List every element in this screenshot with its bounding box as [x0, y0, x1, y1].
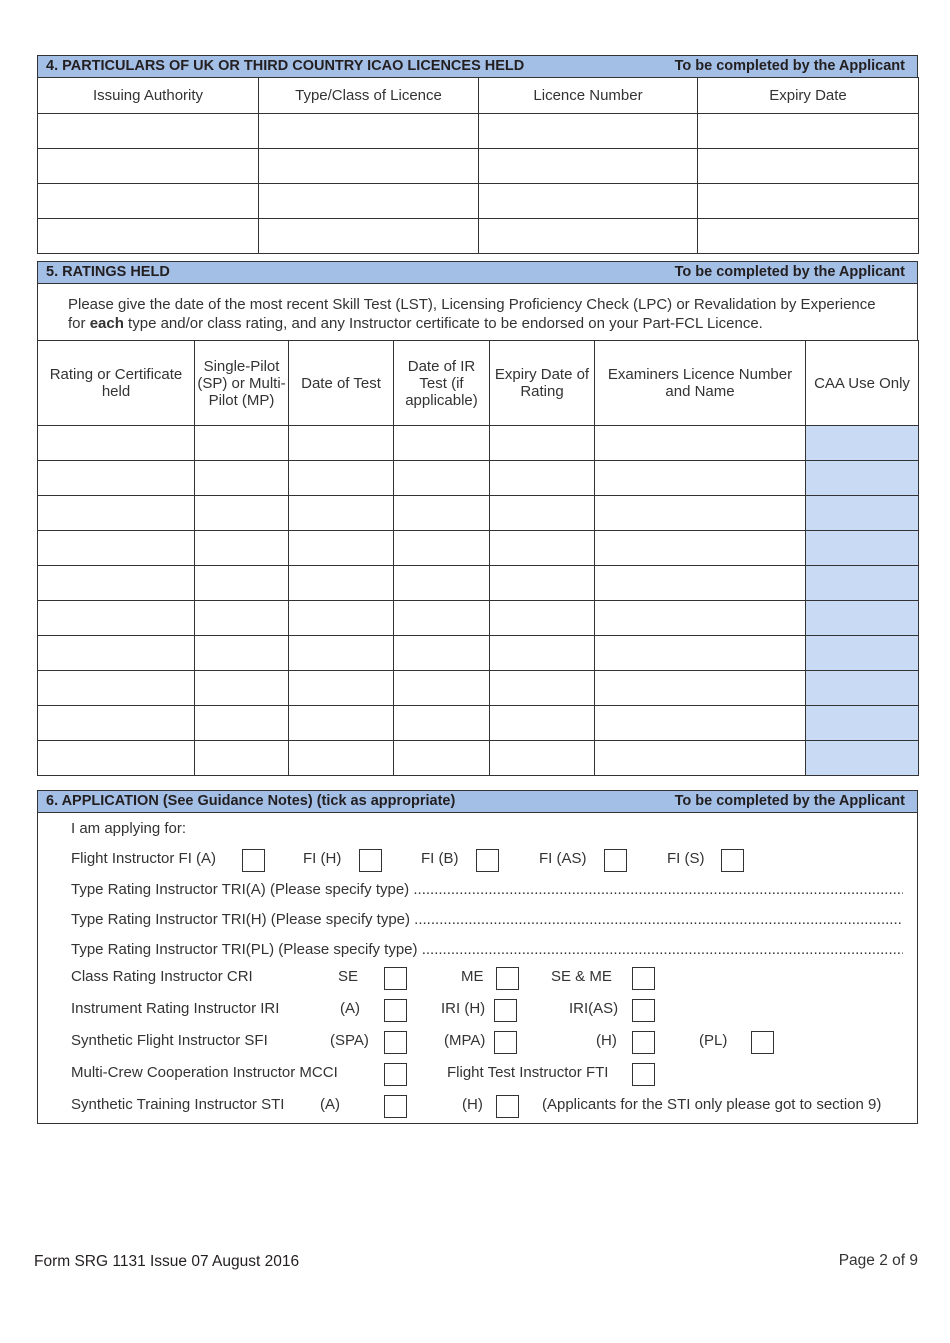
fi-h-label: FI (H) — [303, 850, 342, 867]
input-cell[interactable] — [38, 219, 259, 254]
sti-a-label: (A) — [320, 1096, 340, 1113]
table-row — [38, 114, 919, 149]
fi-b-checkbox[interactable] — [476, 849, 499, 872]
input-cell[interactable] — [289, 566, 394, 601]
sti-a-checkbox[interactable] — [384, 1095, 407, 1118]
sfi-label: Synthetic Flight Instructor SFI — [71, 1032, 268, 1049]
input-cell[interactable] — [195, 531, 289, 566]
table-row — [38, 219, 919, 254]
form-id: Form SRG 1131 Issue 07 August 2016 — [34, 1253, 300, 1270]
column-header: Examiners Licence Number and Name — [595, 341, 806, 426]
input-cell[interactable] — [38, 496, 195, 531]
input-cell[interactable] — [490, 531, 595, 566]
sfi-mpa-checkbox[interactable] — [494, 1031, 517, 1054]
input-cell[interactable] — [38, 601, 195, 636]
column-header: CAA Use Only — [806, 341, 919, 426]
input-cell[interactable] — [490, 706, 595, 741]
input-cell[interactable] — [289, 426, 394, 461]
input-cell[interactable] — [38, 671, 195, 706]
input-cell[interactable] — [38, 426, 195, 461]
iri-h-label: IRI (H) — [441, 1000, 486, 1017]
input-cell[interactable] — [259, 114, 479, 149]
input-cell[interactable] — [289, 461, 394, 496]
table-row — [38, 636, 919, 671]
input-cell[interactable] — [38, 636, 195, 671]
input-cell[interactable] — [289, 601, 394, 636]
sfi-h-label: (H) — [596, 1032, 617, 1049]
section-4-header — [37, 55, 918, 78]
column-header: Date of IR Test (if applicable) — [394, 341, 490, 426]
section-5-header — [37, 261, 918, 284]
caa-use-cell[interactable] — [806, 741, 919, 776]
input-cell[interactable] — [38, 741, 195, 776]
input-cell[interactable] — [289, 531, 394, 566]
table-row — [38, 149, 919, 184]
tri-pl-label: Type Rating Instructor TRI(PL) (Please specify type) — [71, 941, 418, 958]
input-cell[interactable] — [195, 601, 289, 636]
input-cell[interactable] — [289, 706, 394, 741]
input-cell[interactable] — [195, 496, 289, 531]
input-cell[interactable] — [479, 149, 698, 184]
input-cell[interactable] — [195, 706, 289, 741]
input-cell[interactable] — [195, 741, 289, 776]
iri-label: Instrument Rating Instructor IRI — [71, 1000, 280, 1017]
input-cell[interactable] — [595, 496, 806, 531]
instructions-line — [68, 314, 917, 333]
caa-use-cell[interactable] — [806, 496, 919, 531]
input-cell[interactable] — [490, 566, 595, 601]
caa-use-cell[interactable] — [806, 566, 919, 601]
table-row — [38, 531, 919, 566]
table-row — [38, 706, 919, 741]
caa-use-cell[interactable] — [806, 706, 919, 741]
input-cell[interactable] — [490, 636, 595, 671]
sti-h-label: (H) — [462, 1096, 483, 1113]
sfi-pl-label: (PL) — [699, 1032, 728, 1049]
instructions-line: Please give the date of the most recent Skill Test (LST), Licensing Proficiency Check (LPC) or Revalidation by Experience — [68, 296, 876, 313]
input-cell[interactable] — [479, 114, 698, 149]
table-row — [38, 671, 919, 706]
table-row — [38, 461, 919, 496]
sfi-pl-checkbox[interactable] — [751, 1031, 774, 1054]
tri-a-field[interactable] — [71, 881, 903, 899]
input-cell[interactable] — [38, 149, 259, 184]
table-row — [38, 601, 919, 636]
fi-b-label: FI (B) — [421, 850, 459, 867]
input-cell[interactable] — [38, 531, 195, 566]
mcci-checkbox[interactable] — [384, 1063, 407, 1086]
input-cell[interactable] — [289, 636, 394, 671]
sti-note: (Applicants for the STI only please got to section 9) — [542, 1096, 882, 1113]
iri-as-label: IRI(AS) — [569, 1000, 619, 1017]
table-row — [38, 496, 919, 531]
column-header: Expiry Date — [698, 78, 919, 114]
section-5-instructions — [37, 283, 918, 341]
sfi-mpa-label: (MPA) — [444, 1032, 486, 1049]
input-cell[interactable] — [38, 114, 259, 149]
input-cell[interactable] — [289, 741, 394, 776]
caa-use-cell[interactable] — [806, 426, 919, 461]
input-cell[interactable] — [38, 706, 195, 741]
input-cell[interactable] — [490, 671, 595, 706]
cri-se-me-label: SE & ME — [551, 968, 612, 985]
cri-se-me-checkbox[interactable] — [632, 967, 655, 990]
iri-h-checkbox[interactable] — [494, 999, 517, 1022]
input-cell[interactable] — [38, 566, 195, 601]
input-cell[interactable] — [394, 601, 490, 636]
input-cell[interactable] — [289, 496, 394, 531]
cri-se-label: SE — [338, 968, 359, 985]
cri-se-checkbox[interactable] — [384, 967, 407, 990]
input-cell[interactable] — [394, 706, 490, 741]
fi-h-checkbox[interactable] — [359, 849, 382, 872]
emphasis: each — [89, 315, 124, 332]
ratings-table — [37, 340, 919, 776]
cri-me-checkbox[interactable] — [496, 967, 519, 990]
caa-use-cell[interactable] — [806, 636, 919, 671]
section-title: 5. RATINGS HELD — [46, 264, 170, 280]
input-cell[interactable] — [289, 671, 394, 706]
input-cell[interactable] — [394, 671, 490, 706]
caa-use-cell[interactable] — [806, 531, 919, 566]
input-cell[interactable] — [38, 184, 259, 219]
section-title: 6. APPLICATION (See Guidance Notes) (tick as appropriate) — [46, 793, 456, 809]
column-header: Expiry Date of Rating — [490, 341, 595, 426]
input-cell[interactable] — [595, 671, 806, 706]
section-6-header — [37, 790, 918, 813]
column-header: Rating or Certificate held — [38, 341, 195, 426]
tri-h-label: Type Rating Instructor TRI(H) (Please specify type) — [71, 911, 411, 928]
fi-a-label: Flight Instructor FI (A) — [71, 850, 217, 867]
input-cell[interactable] — [394, 496, 490, 531]
input-cell[interactable] — [698, 219, 919, 254]
fti-checkbox[interactable] — [632, 1063, 655, 1086]
input-cell[interactable] — [195, 461, 289, 496]
section-note: To be completed by the Applicant — [674, 264, 905, 280]
tri-pl-field[interactable] — [71, 941, 903, 959]
caa-use-cell[interactable] — [806, 671, 919, 706]
text: type and/or class rating, and any Instructor certificate to be endorsed on your Part-FCL Licence. — [123, 315, 763, 332]
input-cell[interactable] — [595, 741, 806, 776]
page-number: Page 2 of 9 — [838, 1252, 918, 1269]
input-cell[interactable] — [595, 636, 806, 671]
fi-s-checkbox[interactable] — [721, 849, 744, 872]
iri-a-checkbox[interactable] — [384, 999, 407, 1022]
input-cell[interactable] — [595, 601, 806, 636]
input-cell[interactable] — [195, 636, 289, 671]
column-header: Licence Number — [479, 78, 698, 114]
input-cell[interactable] — [195, 671, 289, 706]
input-cell[interactable] — [394, 531, 490, 566]
column-header: Single-Pilot (SP) or Multi-Pilot (MP) — [195, 341, 289, 426]
input-cell[interactable] — [490, 496, 595, 531]
fi-as-label: FI (AS) — [539, 850, 587, 867]
cri-label: Class Rating Instructor CRI — [71, 968, 253, 985]
tri-h-field[interactable] — [71, 911, 903, 929]
table-row — [38, 426, 919, 461]
sti-h-checkbox[interactable] — [496, 1095, 519, 1118]
input-cell[interactable] — [259, 219, 479, 254]
input-cell[interactable] — [490, 601, 595, 636]
input-cell[interactable] — [259, 149, 479, 184]
input-cell[interactable] — [698, 149, 919, 184]
section-note: To be completed by the Applicant — [674, 58, 905, 74]
input-cell[interactable] — [394, 636, 490, 671]
input-cell[interactable] — [479, 184, 698, 219]
intro-text: I am applying for: — [71, 820, 187, 837]
text: for — [68, 315, 90, 332]
input-cell[interactable] — [38, 461, 195, 496]
input-cell[interactable] — [595, 566, 806, 601]
table-row — [38, 741, 919, 776]
column-header: Date of Test — [289, 341, 394, 426]
mcci-label: Multi-Crew Cooperation Instructor MCCI — [71, 1064, 338, 1081]
table-row — [38, 184, 919, 219]
column-header: Issuing Authority — [38, 78, 259, 114]
input-cell[interactable] — [595, 426, 806, 461]
table-row — [38, 566, 919, 601]
caa-use-cell[interactable] — [806, 601, 919, 636]
cri-me-label: ME — [461, 968, 484, 985]
input-cell[interactable] — [394, 426, 490, 461]
input-cell[interactable] — [394, 566, 490, 601]
input-cell[interactable] — [479, 219, 698, 254]
sfi-spa-label: (SPA) — [330, 1032, 369, 1049]
input-cell[interactable] — [394, 741, 490, 776]
section-title: 4. PARTICULARS OF UK OR THIRD COUNTRY ICAO LICENCES HELD — [46, 58, 525, 74]
fti-label: Flight Test Instructor FTI — [447, 1064, 609, 1081]
input-cell[interactable] — [490, 741, 595, 776]
licences-table — [37, 77, 919, 254]
sfi-spa-checkbox[interactable] — [384, 1031, 407, 1054]
input-cell[interactable] — [595, 706, 806, 741]
input-cell[interactable] — [698, 184, 919, 219]
input-cell[interactable] — [698, 114, 919, 149]
caa-use-cell[interactable] — [806, 461, 919, 496]
input-cell[interactable] — [595, 461, 806, 496]
input-cell[interactable] — [195, 426, 289, 461]
sfi-h-checkbox[interactable] — [632, 1031, 655, 1054]
input-cell[interactable] — [259, 184, 479, 219]
column-header: Type/Class of Licence — [259, 78, 479, 114]
iri-as-checkbox[interactable] — [632, 999, 655, 1022]
tri-a-label: Type Rating Instructor TRI(A) (Please specify type) — [71, 881, 410, 898]
input-cell[interactable] — [595, 531, 806, 566]
section-note: To be completed by the Applicant — [674, 793, 905, 809]
fi-a-checkbox[interactable] — [242, 849, 265, 872]
sti-label: Synthetic Training Instructor STI — [71, 1096, 285, 1113]
input-cell[interactable] — [490, 461, 595, 496]
iri-a-label: (A) — [340, 1000, 360, 1017]
input-cell[interactable] — [394, 461, 490, 496]
input-cell[interactable] — [490, 426, 595, 461]
fi-as-checkbox[interactable] — [604, 849, 627, 872]
input-cell[interactable] — [195, 566, 289, 601]
fi-s-label: FI (S) — [667, 850, 705, 867]
